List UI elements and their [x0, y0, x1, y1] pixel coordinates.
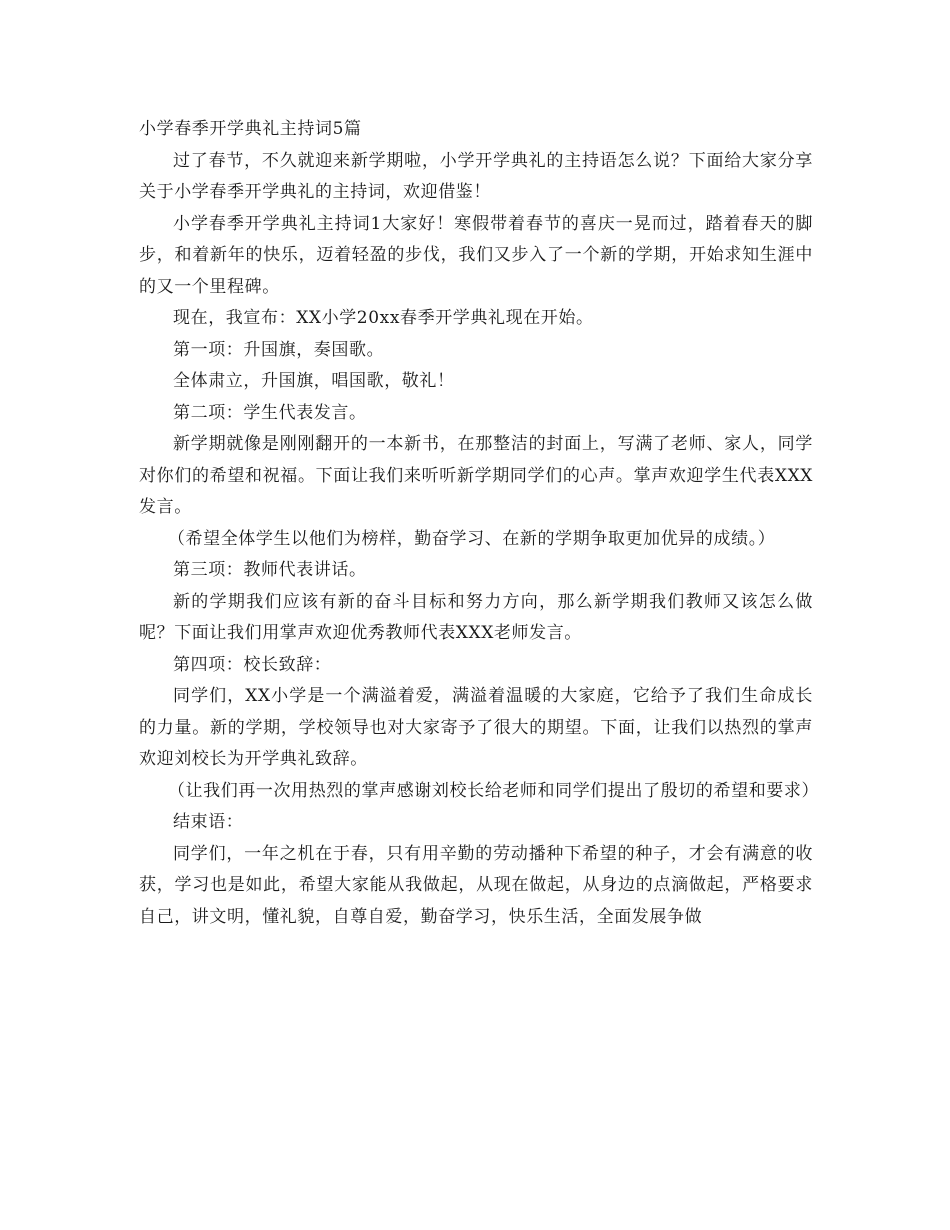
paragraph-item-4: 第四项：校长致辞： [173, 654, 332, 675]
paragraph-principal-note: （让我们再一次用热烈的掌声感谢刘校长给老师和同学们提出了殷切的希望和要求） [167, 780, 820, 801]
paragraph-item-3: 第三项：教师代表讲话。 [173, 560, 367, 580]
paragraph-student-speech: 新学期就像是刚刚翻开的一本新书，在那整洁的封面上，写满了老师、家人，同学对你们的希望和祝福。下面让我们来听听新学期同学们的心声。掌声欢迎学生代表XXX发言。 [139, 434, 813, 517]
paragraph-principal-intro: 同学们，XX小学是一个满溢着爱，满溢着温暖的大家庭，它给予了我们生命成长的力量。新的学期，学校领导也对大家寄予了很大的期望。下面，让我们以热烈的掌声欢迎刘校长为开学典礼致辞。 [139, 686, 813, 769]
paragraph-opening: 小学春季开学典礼主持词1大家好！寒假带着春节的喜庆一晃而过，踏着春天的脚步，和着新年的快乐，迈着轻盈的步伐，我们又步入了一个新的学期，开始求知生涯中的又一个里程碑。 [139, 213, 813, 297]
paragraph-announcement: 现在，我宣布：XX小学20xx春季开学典礼现在开始。 [173, 308, 594, 328]
paragraph-flag-ceremony: 全体肃立，升国旗，唱国歌，敬礼！ [173, 371, 455, 391]
paragraph-closing-heading: 结束语： [173, 812, 244, 832]
document-title: 小学春季开学典礼主持词5篇 [139, 119, 362, 139]
paragraph-student-note: （希望全体学生以他们为榜样，勤奋学习、在新的学期争取更加优异的成绩。） [167, 528, 776, 549]
paragraph-intro: 过了春节，不久就迎来新学期啦，小学开学典礼的主持语怎么说？下面给大家分享关于小学春季开学典礼的主持词，欢迎借鉴！ [139, 150, 813, 202]
paragraph-teacher-speech: 新的学期我们应该有新的奋斗目标和努力方向，那么新学期我们教师又该怎么做呢？下面让我们用掌声欢迎优秀教师代表XXX老师发言。 [139, 591, 813, 643]
document-body [139, 114, 820, 933]
paragraph-closing: 同学们，一年之机在于春，只有用辛勤的劳动播种下希望的种子，才会有满意的收获，学习也是如此，希望大家能从我做起，从现在做起，从身边的点滴做起，严格要求自己，讲文明，懂礼貌，自尊自爱，勤奋学习，快乐生活，全面发展争做 [139, 843, 813, 927]
paragraph-item-1: 第一项：升国旗，奏国歌。 [173, 339, 385, 360]
paragraph-item-2: 第二项：学生代表发言。 [173, 402, 367, 423]
